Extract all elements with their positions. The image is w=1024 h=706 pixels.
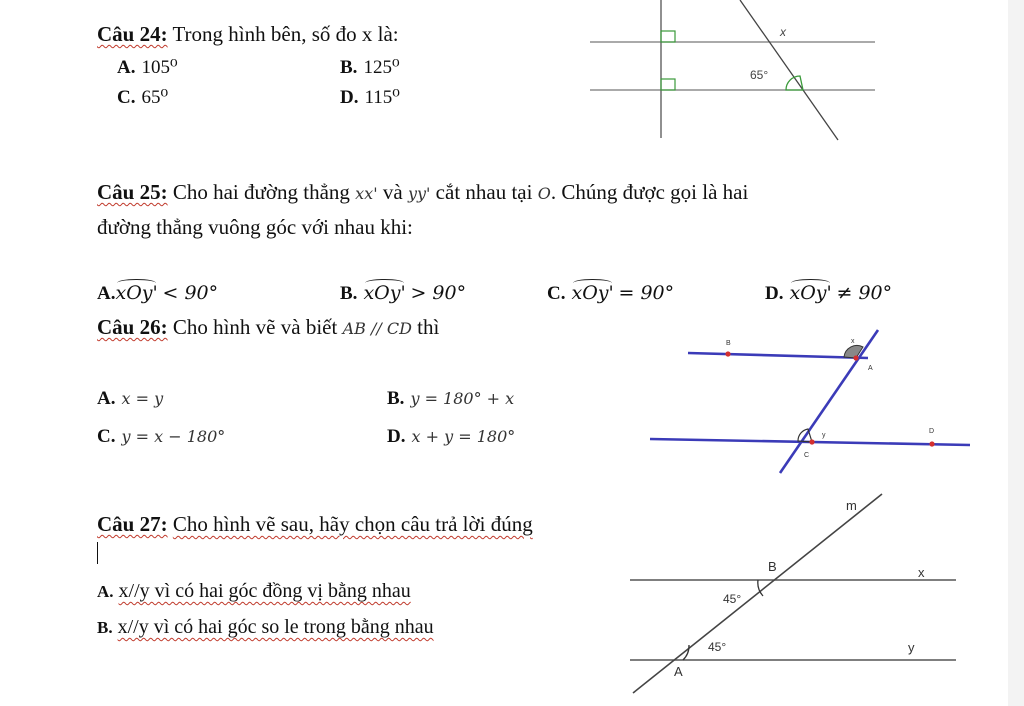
q24-label: Câu 24: (97, 22, 168, 46)
q26-option-b[interactable]: B. y = 180° + x (387, 388, 515, 409)
q24-angle-label: 65° (750, 68, 769, 82)
q27-option-b[interactable]: B. x//y vì có hai góc so le trong bằng nhau (97, 616, 434, 638)
label-x: x (851, 338, 855, 345)
q24-option-d[interactable]: D. 115⁰ (340, 87, 400, 108)
right-angle-mark-bottom (661, 79, 675, 90)
q24-x-label: x (780, 25, 786, 39)
q25-prompt: Câu 25: Cho hai đường thẳng xx' và yy' cắt nhau tại O. Chúng được gọi là hai (97, 180, 749, 204)
q24-option-b[interactable]: B. 125⁰ (340, 57, 400, 78)
q25-line2: đường thẳng vuông góc với nhau khi: (97, 215, 413, 239)
q27-option-a[interactable]: A. x//y vì có hai góc đồng vị bằng nhau (97, 580, 411, 602)
q25-option-d[interactable]: D. xOy' ≠ 90° (765, 282, 893, 304)
q25-option-a[interactable]: A.xOy' < 90° (97, 282, 219, 304)
point-a (853, 355, 858, 360)
q27-text: Cho hình vẽ sau, hãy chọn câu trả lời đúng (172, 512, 533, 536)
label-b: B (726, 340, 731, 347)
line-m (633, 494, 882, 693)
label-a: A (868, 365, 873, 372)
q25-option-c[interactable]: C. xOy' = 90° (547, 282, 675, 304)
q26-label: Câu 26: (97, 315, 168, 339)
label-angle-bottom: 45° (708, 640, 727, 654)
q24-option-c[interactable]: C. 65⁰ (117, 87, 169, 108)
label-m: m (846, 498, 857, 513)
q27-figure (628, 490, 968, 706)
label-b: B (768, 559, 777, 574)
label-y: y (908, 640, 915, 655)
point-d (929, 441, 934, 446)
q24-option-a[interactable]: A. 105⁰ (117, 57, 178, 78)
q26-figure (640, 325, 980, 475)
transversal (780, 330, 878, 473)
q24-text: Trong hình bên, số đo x là: (172, 22, 399, 46)
point-c (809, 439, 814, 444)
q27-prompt (97, 512, 533, 537)
label-d: D (929, 428, 935, 435)
q26-prompt: Câu 26: Cho hình vẽ và biết AB // CD thì (97, 315, 440, 339)
q26-option-d[interactable]: D. x + y = 180° (387, 426, 516, 447)
line-ab (688, 353, 868, 358)
text-cursor (97, 542, 98, 564)
q24-prompt (97, 22, 399, 47)
right-angle-mark-top (661, 31, 675, 42)
label-x: x (918, 565, 925, 580)
label-a: A (674, 664, 683, 679)
q27-label: Câu 27: (97, 512, 168, 536)
q26-option-c[interactable]: C. y = x − 180° (97, 426, 226, 447)
q26-option-a[interactable]: A. x = y (97, 388, 164, 409)
q25-option-b[interactable]: B. xOy' > 90° (340, 282, 467, 304)
page-edge (1008, 0, 1024, 706)
point-b (725, 351, 730, 356)
q24-figure (590, 0, 890, 145)
q25-label: Câu 25: (97, 180, 168, 204)
label-angle-top: 45° (723, 592, 742, 606)
label-y: y (822, 432, 826, 439)
label-c: C (804, 452, 810, 459)
